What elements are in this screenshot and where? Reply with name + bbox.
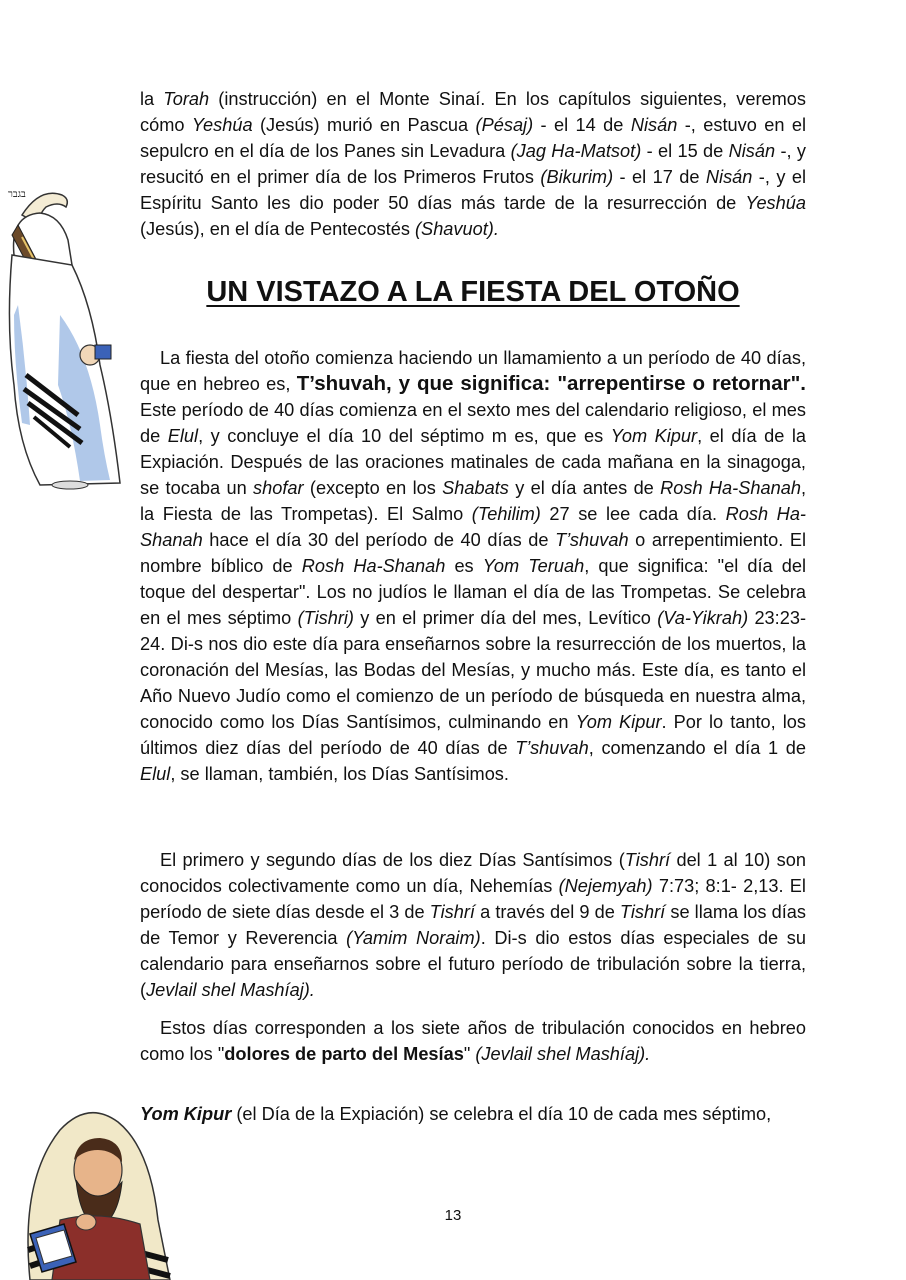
hebrew-label: בגבר xyxy=(8,189,26,200)
section-heading: UN VISTAZO A LA FIESTA DEL OTOÑO xyxy=(206,276,740,308)
page-number: 13 xyxy=(444,1207,462,1224)
paragraph-yom-kipur: Yom Kipur (el Día de la Expiación) se celebra el día 10 de cada mes séptimo, xyxy=(140,1104,772,1124)
praying-man-illustration xyxy=(0,1100,185,1280)
paragraph-holy-days: El primero y segundo días de los diez Días Santísimos (Tishrí del 1 al 10) son conocidos colectivamente como un día, Nehemías (Nejemyah) 7:73; 8:1- 2,13. El período de siete días desde el 3 de Tishrí a través del 9 de Tishrí se llama los días de Temor y Reverencia (Yamim Noraim). Di-s dio estos días especiales de su calendario para enseñarnos sobre el futuro período de tribulación sobre la tierra, (Jevlail shel Mashíaj). xyxy=(140,850,807,1000)
shofar-blower-illustration xyxy=(0,185,140,490)
paragraph-tshuvah: La fiesta del otoño comienza haciendo un llamamiento a un período de 40 días, que en hebreo es, T’shuvah, y que significa: "arrepentirse o retornar". Este período de 40 días comienza en el sexto mes del calendario religioso, el mes de Elul, y concluye el día 10 del séptimo m es, que es Yom Kipur, el día de la Expiación. Después de las oraciones matinales de cada mañana en la sinagoga, se tocaba un shofar (excepto en los Shabats y el día antes de Rosh Ha-Shanah, la Fiesta de las Trompetas). El Salmo (Tehilim) 27 se lee cada día. Rosh Ha-Shanah hace el día 30 del período de 40 días de T’shuvah o arrepentimiento. El nombre bíblico de Rosh Ha-Shanah es Yom Teruah, que significa: "el día del toque del despertar". Los no judíos le llaman el día de las Trompetas. Se celebra en el mes séptimo (Tishri) y en el primer día del mes, Levítico (Va-Yikrah) 23:23-24. Di-s nos dio este día para enseñarnos sobre la resurrección de los muertos, la coronación del Mesías, las Bodas del Mesías, y mucho más. Este día, es tanto el Año Nuevo Judío como el comienzo de un período de búsqueda en nuestra alma, conocido como los Días Santísimos, culminando en Yom Kipur. Por lo tanto, los últimos diez días del período de 40 días de T’shuvah, comenzando el día 1 de Elul, se llaman, también, los Días Santísimos. xyxy=(140,348,807,784)
paragraph-tribulation: Estos días corresponden a los siete años de tribulación conocidos en hebreo como los "dolores de parto del Mesías" (Jevlail shel Mashíaj). xyxy=(140,1018,806,1064)
paragraph-intro: la Torah (instrucción) en el Monte Sinaí. En los capítulos siguientes, veremos cómo Yeshúa (Jesús) murió en Pascua (Pésaj) - el 14 de Nisán -, estuvo en el sepulcro en el día de los Panes sin Levadura (Jag Ha-Matsot) - el 15 de Nisán -, y resucitó en el primer día de los Primeros Frutos (Bikurim) - el 17 de Nisán -, y el Espíritu Santo les dio poder 50 días más tarde de la resurrección de Yeshúa (Jesús), en el día de Pentecostés (Shavuot). xyxy=(140,89,807,239)
